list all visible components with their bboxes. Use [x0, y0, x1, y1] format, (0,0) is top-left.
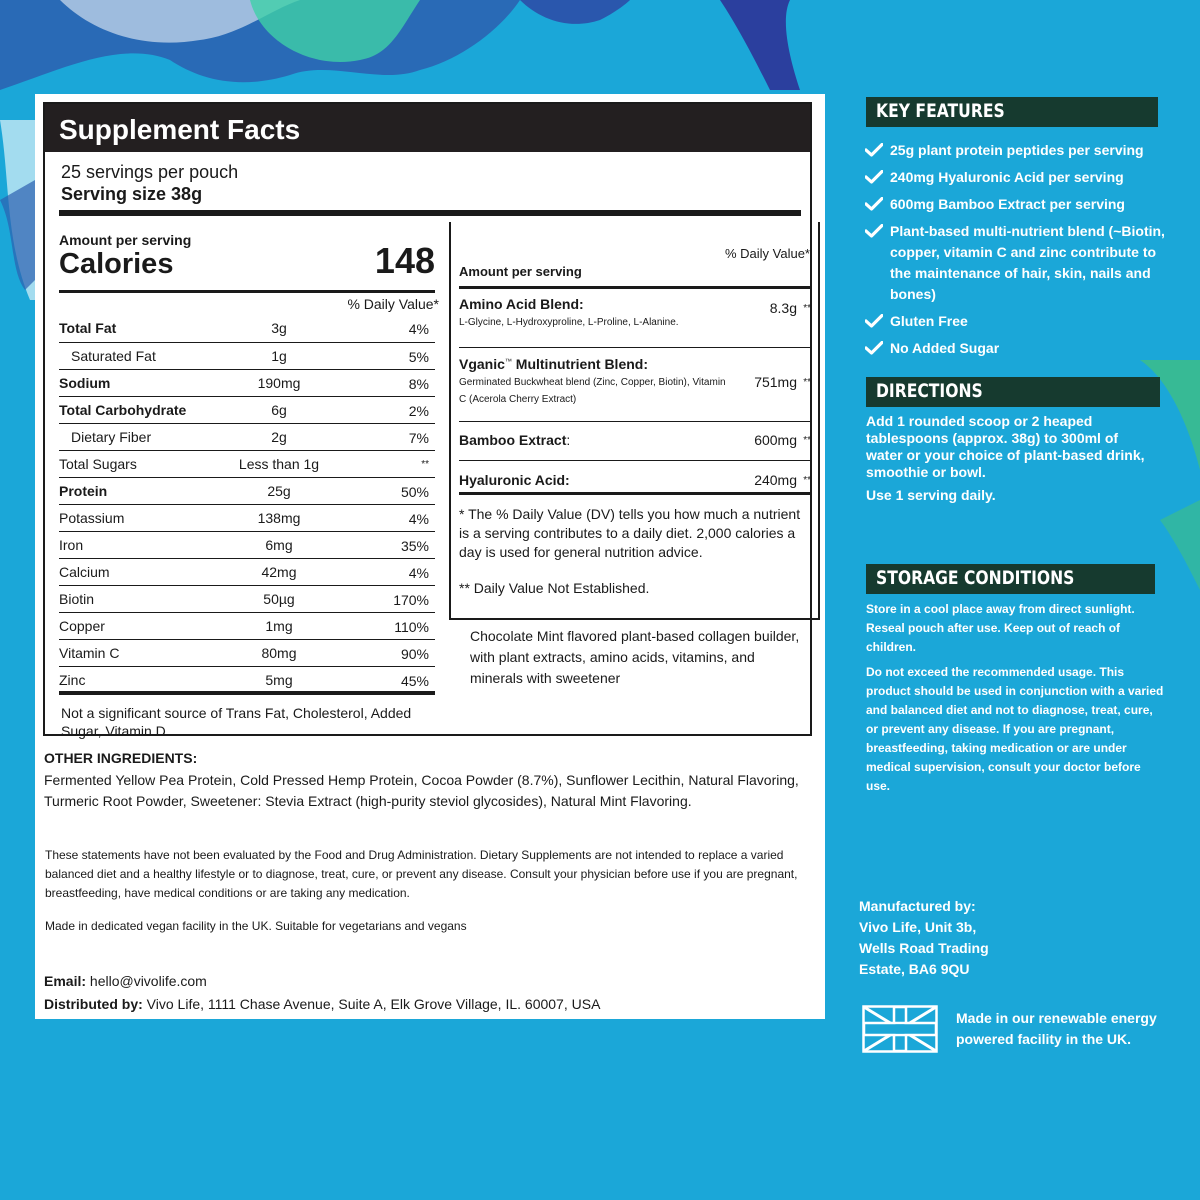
blend-ingredients: L-Glycine, L-Hydroxyproline, L-Proline, L-Alanine.	[459, 317, 679, 328]
nutrient-amount: Less than 1g	[238, 456, 320, 472]
blend-ingredients: Germinated Buckwheat blend (Zinc, Copper, Biotin), Vitamin C (Acerola Cherry Extract)	[459, 377, 726, 405]
nutrient-amount: 1g	[271, 348, 287, 364]
bamboo-extract-label: Bamboo Extract	[459, 432, 567, 448]
nutrient-row	[59, 531, 435, 558]
trademark-mark: ™	[504, 358, 512, 366]
blend-dv-header: % Daily Value*	[724, 246, 810, 261]
nutrient-table	[59, 315, 435, 693]
nutrient-dv: 2%	[408, 403, 429, 419]
nutrient-amount: 25g	[267, 483, 291, 499]
nutrient-dv: 45%	[400, 673, 429, 689]
vganic-brand: Vganic	[459, 356, 505, 372]
blend-amount-per-serving-label: Amount per serving	[459, 264, 582, 279]
calories-label: Calories	[59, 248, 174, 280]
feature-text: Gluten Free	[890, 313, 968, 329]
nutrient-dv: 90%	[400, 646, 429, 662]
nutrient-table-end-rule	[59, 691, 435, 695]
nutrient-row	[59, 585, 435, 612]
hyaluronic-acid	[459, 472, 811, 488]
blend-title: Hyaluronic Acid:	[459, 472, 570, 488]
manufacturer-info	[859, 896, 989, 980]
amino-acid-blend	[459, 296, 811, 331]
nutrient-dv: 5%	[408, 349, 429, 365]
blend-divider	[459, 347, 811, 348]
email-address[interactable]: hello@vivolife.com	[86, 973, 207, 989]
blend-title: Amino Acid Blend:	[459, 296, 584, 312]
blend-bottom-divider	[459, 492, 811, 495]
other-ingredients-title: OTHER INGREDIENTS:	[44, 750, 198, 766]
blend-amount: 8.3g	[769, 300, 797, 316]
feature-text: No Added Sugar	[890, 340, 1000, 356]
feature-text: 240mg Hyaluronic Acid per serving	[890, 169, 1124, 185]
nutrient-row	[59, 342, 435, 369]
amount-per-serving-label: Amount per serving	[59, 232, 192, 248]
nutrient-dv: 4%	[408, 511, 429, 527]
distributor-line	[44, 993, 600, 1016]
nutrient-name: Saturated Fat	[71, 348, 156, 364]
nutrient-row	[59, 504, 435, 531]
feature-item	[865, 194, 1175, 215]
nutrient-name: Calcium	[59, 564, 110, 580]
vganic-blend-label: Multinutrient Blend:	[511, 356, 648, 372]
nutrient-dv: 4%	[408, 565, 429, 581]
nutrient-dv: 110%	[394, 619, 429, 635]
renewable-energy-note: Made in our renewable energy powered facility in the UK.	[956, 1010, 1157, 1047]
label-panel	[35, 94, 825, 1019]
nutrient-name: Dietary Fiber	[71, 429, 152, 445]
distributed-label: Distributed by:	[44, 996, 143, 1012]
daily-value-header: % Daily Value*	[347, 296, 439, 312]
nutrient-name: Copper	[59, 618, 105, 634]
nutrient-row	[59, 450, 435, 477]
nutrient-row	[59, 315, 435, 342]
nutrient-dv: 4%	[408, 321, 429, 337]
nutrient-name: Zinc	[59, 672, 86, 688]
other-ingredients-text: Fermented Yellow Pea Protein, Cold Pressed Hemp Protein, Cocoa Powder (8.7%), Sunflower Lecithin, Natural Flavoring, Turmeric Root Powder, Sweetener: Stevia Extract (high-purity steviol glycosides), Natural Mint Flavoring.	[44, 772, 799, 809]
key-features-list	[865, 140, 1175, 365]
dv-not-established-mark: **	[803, 475, 811, 486]
bamboo-extract	[459, 432, 811, 448]
feature-text: Plant-based multi-nutrient blend (~Biotin, copper, vitamin C and zinc contribute to the maintenance of hair, skin, nails and bones)	[890, 223, 1165, 302]
usage-warning-text: Do not exceed the recommended usage. This product should be used in conjunction with a varied and balanced diet and not to diagnose, treat, cure, or prevent any disease. If you are pregnant, breastfeeding, taking medication or are under medical supervision, consult your doctor before use.	[866, 665, 1164, 793]
manufacturer-line: Manufactured by:	[859, 898, 976, 914]
feature-item	[865, 338, 1175, 359]
nutrient-row	[59, 639, 435, 666]
feature-item	[865, 221, 1175, 305]
blend-amount: 751mg	[754, 374, 797, 390]
manufacturer-line: Wells Road Trading	[859, 940, 989, 956]
servings-per-pouch: 25 servings per pouch	[61, 162, 239, 182]
uk-flag-icon	[862, 1005, 938, 1053]
blend-header-divider	[459, 286, 811, 289]
nutrient-dv: 50%	[400, 484, 429, 500]
nutrient-name: Iron	[59, 537, 84, 553]
dv-not-established-mark: **	[803, 303, 811, 314]
bamboo-extract-colon: :	[566, 432, 571, 448]
dv-not-established-mark: **	[803, 377, 811, 388]
manufacturer-line: Estate, BA6 9QU	[859, 961, 970, 977]
storage-text: Store in a cool place away from direct sunlight. Reseal pouch after use. Keep out of reach of children.	[866, 602, 1135, 654]
nutrient-dv: **	[421, 459, 429, 470]
directions-text: Add 1 rounded scoop or 2 heaped tablespoons (approx. 38g) to 300ml of water or your choice of plant-based drink, smoothie or bowl.	[866, 413, 1145, 480]
thick-divider	[59, 210, 801, 216]
nutrient-amount: 50µg	[263, 591, 295, 607]
nutrient-amount: 42mg	[261, 564, 297, 580]
nutrient-amount: 190mg	[257, 375, 301, 391]
vegan-facility-note: Made in dedicated vegan facility in the UK. Suitable for vegetarians and vegans	[45, 919, 467, 933]
nutrient-amount: 5mg	[265, 672, 293, 688]
daily-value-footnote: * The % Daily Value (DV) tells you how much a nutrient is a serving contributes to a daily diet. 2,000 calories a day is used for general nutrition advice.	[459, 506, 801, 560]
feature-text: 25g plant protein peptides per serving	[890, 142, 1144, 158]
contact-info	[44, 970, 600, 1016]
storage-heading: STORAGE CONDITIONS	[866, 564, 1155, 594]
email-label: Email:	[44, 973, 87, 989]
not-established-footnote: ** Daily Value Not Established.	[459, 580, 650, 596]
checkmark-icon	[865, 224, 883, 238]
calories-value: 148	[374, 240, 435, 281]
nutrient-name: Protein	[59, 483, 108, 499]
nutrient-amount: 80mg	[261, 645, 297, 661]
nutrient-dv: 7%	[408, 430, 429, 446]
product-description: Chocolate Mint flavored plant-based collagen builder, with plant extracts, amino acids, vitamins, and minerals with sweetener	[470, 628, 800, 686]
serving-size: Serving size 38g	[61, 184, 203, 204]
nutrient-amount: 6g	[271, 402, 287, 418]
blend-amount: 600mg	[754, 432, 797, 448]
blend-amount: 240mg	[754, 472, 797, 488]
feature-item	[865, 167, 1175, 188]
nutrient-name: Total Fat	[59, 320, 117, 336]
feature-text: 600mg Bamboo Extract per serving	[890, 196, 1125, 212]
nutrient-row	[59, 396, 435, 423]
distributor-address: Vivo Life, 1111 Chase Avenue, Suite A, Elk Grove Village, IL. 60007, USA	[142, 996, 601, 1012]
nutrient-row	[59, 666, 435, 693]
nutrient-row	[59, 477, 435, 504]
nutrient-dv: 8%	[408, 376, 429, 392]
nutrient-row	[59, 612, 435, 639]
checkmark-icon	[865, 170, 883, 184]
directions-heading: DIRECTIONS	[866, 377, 1160, 407]
nutrient-amount: 6mg	[265, 537, 293, 553]
blend-divider	[459, 421, 811, 422]
directions-use: Use 1 serving daily.	[866, 487, 996, 503]
nutrient-name: Total Carbohydrate	[59, 402, 187, 418]
calories-divider	[59, 290, 435, 293]
blend-divider	[459, 460, 811, 461]
nutrient-name: Biotin	[59, 591, 95, 607]
nutrient-name: Total Sugars	[59, 456, 137, 472]
blend-title	[459, 356, 811, 372]
checkmark-icon	[865, 197, 883, 211]
fda-disclaimer: These statements have not been evaluated by the Food and Drug Administration. Dietary Supplements are not intended to replace a varied balanced diet and a healthy lifestyle or to diagnose, treat, cure, or prevent any disease. Consult your physician before use if you are pregnant, breastfeeding, have medical conditions or are taking any medication.	[45, 848, 798, 900]
email-line	[44, 970, 600, 993]
nutrient-name: Potassium	[59, 510, 125, 526]
nutrient-dv: 170%	[393, 592, 429, 608]
nutrient-amount: 2g	[271, 429, 287, 445]
nutrient-dv: 35%	[400, 538, 429, 554]
supplement-facts-title: Supplement Facts	[45, 104, 810, 152]
feature-item	[865, 311, 1175, 332]
blend-column	[449, 222, 820, 620]
nutrient-name: Sodium	[59, 375, 111, 391]
vganic-multinutrient-blend	[459, 356, 811, 408]
nutrient-row	[59, 423, 435, 450]
checkmark-icon	[865, 143, 883, 157]
nutrient-name: Vitamin C	[59, 645, 120, 661]
dv-not-established-mark: **	[803, 435, 811, 446]
nutrient-amount: 3g	[271, 320, 287, 336]
checkmark-icon	[865, 314, 883, 328]
nutrient-row	[59, 369, 435, 396]
nutrient-amount: 138mg	[257, 510, 301, 526]
not-significant-note: Not a significant source of Trans Fat, Cholesterol, Added Sugar, Vitamin D	[61, 705, 412, 739]
checkmark-icon	[865, 341, 883, 355]
feature-item	[865, 140, 1175, 161]
nutrient-row	[59, 558, 435, 585]
manufacturer-line: Vivo Life, Unit 3b,	[859, 919, 977, 935]
key-features-heading: KEY FEATURES	[866, 97, 1158, 127]
nutrient-amount: 1mg	[265, 618, 293, 634]
